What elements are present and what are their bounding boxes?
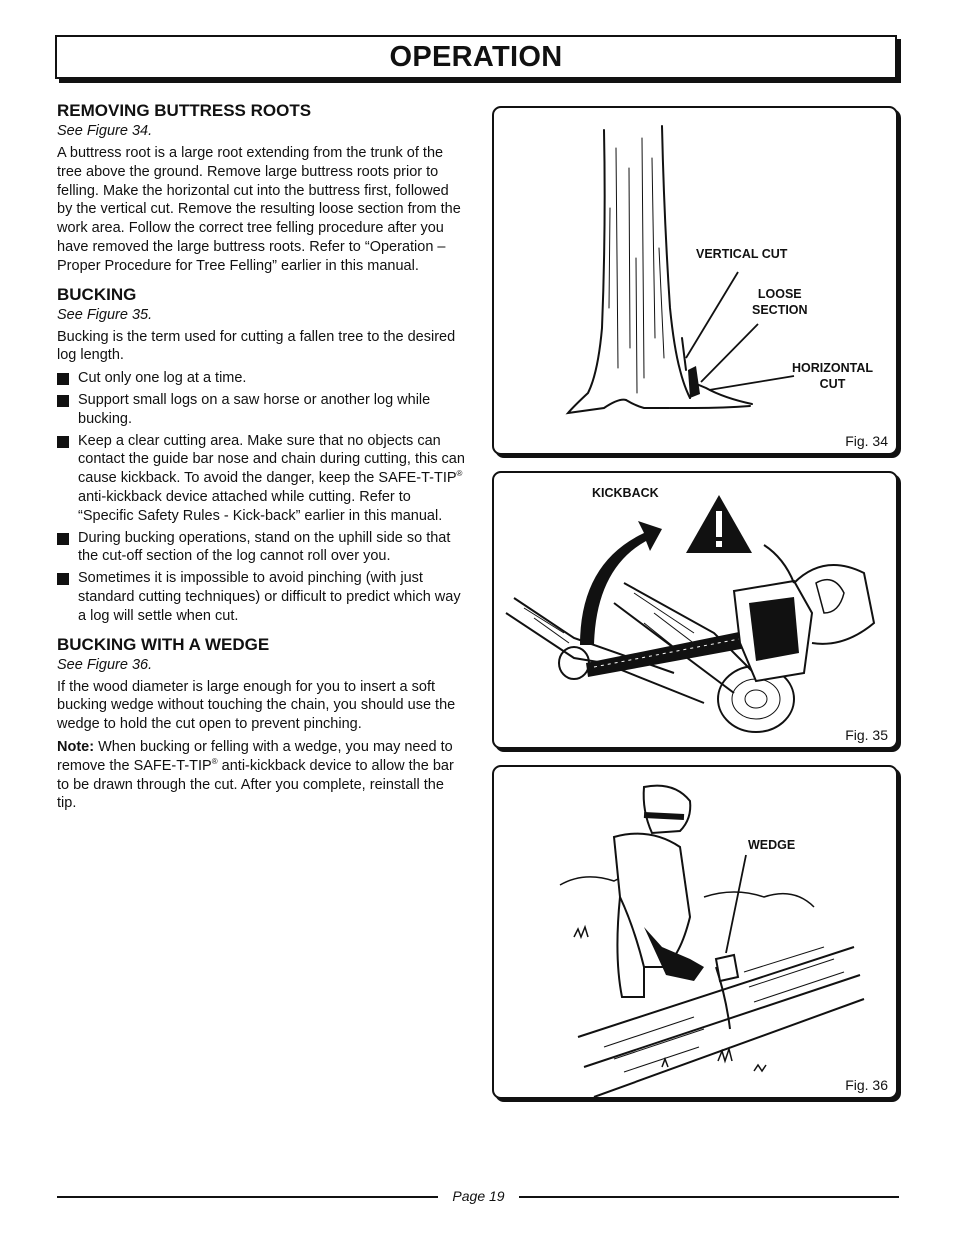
- list-item-text: anti-kickback device attached while cutting. Refer to “Specific Safety Rules - Kick-back” earlier in this manual.: [78, 488, 443, 524]
- callout-line: SECTION: [752, 303, 808, 317]
- callout-line: CUT: [819, 377, 846, 391]
- kickback-illustration: [494, 473, 898, 749]
- callout-wedge: WEDGE: [748, 838, 796, 852]
- callout-vertical-cut: VERTICAL CUT: [696, 247, 788, 261]
- bullet-square-icon: [57, 533, 69, 545]
- tree-buttress-illustration: [494, 108, 898, 455]
- section-heading: REMOVING BUTTRESS ROOTS: [57, 101, 312, 120]
- figure-34-buttress-roots: [492, 106, 898, 455]
- list-item-text: Cut only one log at a time.: [78, 370, 247, 387]
- note-paragraph: [57, 738, 467, 813]
- figure-36-wedge: [492, 765, 898, 1099]
- bullet-square-icon: [57, 436, 69, 448]
- bullet-square-icon: [57, 395, 69, 407]
- section-bucking-wedge: [57, 634, 467, 814]
- section-buttress-roots: [57, 100, 467, 276]
- page-header-banner: [55, 35, 897, 79]
- callout-horizontal-cut: [792, 360, 873, 392]
- paragraph: A buttress root is a large root extending from the trunk of the tree above the ground. Remove large buttress roots prior to felling. Make the horizontal cut into the buttress first, followed by the vertical cut. Remove the resulting loose section from the work area. Follow the correct tree felling procedure after you have removed the large buttress roots. Refer to “Operation – Proper Procedure for Tree Felling” earlier in this manual.: [57, 145, 461, 274]
- paragraph: If the wood diameter is large enough for you to insert a soft bucking wedge without touching the chain, you should use the wedge to hold the cut open to prevent pinching.: [57, 678, 456, 733]
- callout-kickback: KICKBACK: [592, 486, 659, 500]
- section-heading: BUCKING: [57, 284, 137, 304]
- callout-loose-section: [752, 286, 808, 318]
- figure-35-kickback: [492, 471, 898, 749]
- section-bucking: [57, 284, 467, 626]
- footer-rule-right: [519, 1196, 899, 1198]
- footer-rule-left: [57, 1196, 438, 1198]
- figure-reference: See Figure 35.: [57, 306, 153, 323]
- section-heading: BUCKING WITH A WEDGE: [57, 634, 270, 654]
- bullet-square-icon: [57, 373, 69, 385]
- figure-label: Fig. 34: [845, 433, 888, 449]
- note-text: When bucking or felling with a wedge, you may need to remove the SAFE-T-TIP: [57, 738, 453, 774]
- page-number: Page 19: [452, 1188, 505, 1204]
- figure-label: Fig. 35: [845, 727, 888, 743]
- bullet-square-icon: [57, 573, 69, 585]
- page-footer: [57, 1186, 899, 1206]
- list-item-text: Keep a clear cutting area. Make sure that no objects can contact the guide bar nose and chain during cutting, this can cause kickback. To avoid the danger, keep the SAFE-T-TIP: [78, 432, 465, 487]
- text-column: [57, 100, 467, 821]
- list-item: [57, 569, 467, 625]
- note-label: Note:: [57, 738, 95, 755]
- note-text: anti-kickback device to allow the bar to be drawn through the cut. After you complete, reinstall the tip.: [57, 757, 454, 812]
- callout-line: HORIZONTAL: [792, 361, 874, 375]
- figure-label: Fig. 36: [845, 1077, 888, 1093]
- list-item: [57, 391, 467, 429]
- registered-mark: ®: [211, 756, 218, 766]
- registered-mark: ®: [456, 469, 463, 479]
- figure-reference: See Figure 34.: [57, 123, 153, 139]
- list-item: [57, 369, 467, 388]
- list-item: [57, 432, 467, 526]
- bullet-list: [57, 369, 467, 625]
- wedge-bucking-illustration: [494, 767, 898, 1099]
- list-item-text: Sometimes it is impossible to avoid pinching (with just standard cutting techniques) or difficult to predict which way a log will settle when cut.: [78, 570, 461, 624]
- callout-line: LOOSE: [757, 287, 802, 301]
- page-title: OPERATION: [389, 40, 563, 73]
- figure-reference: See Figure 36.: [57, 656, 153, 673]
- list-item-text: During bucking operations, stand on the uphill side so that the cut-off section of the log cannot roll over you.: [78, 529, 451, 565]
- list-item: [57, 529, 467, 567]
- list-item-text: Support small logs on a saw horse or another log while bucking.: [78, 391, 431, 427]
- paragraph: Bucking is the term used for cutting a fallen tree to the desired log length.: [57, 328, 456, 364]
